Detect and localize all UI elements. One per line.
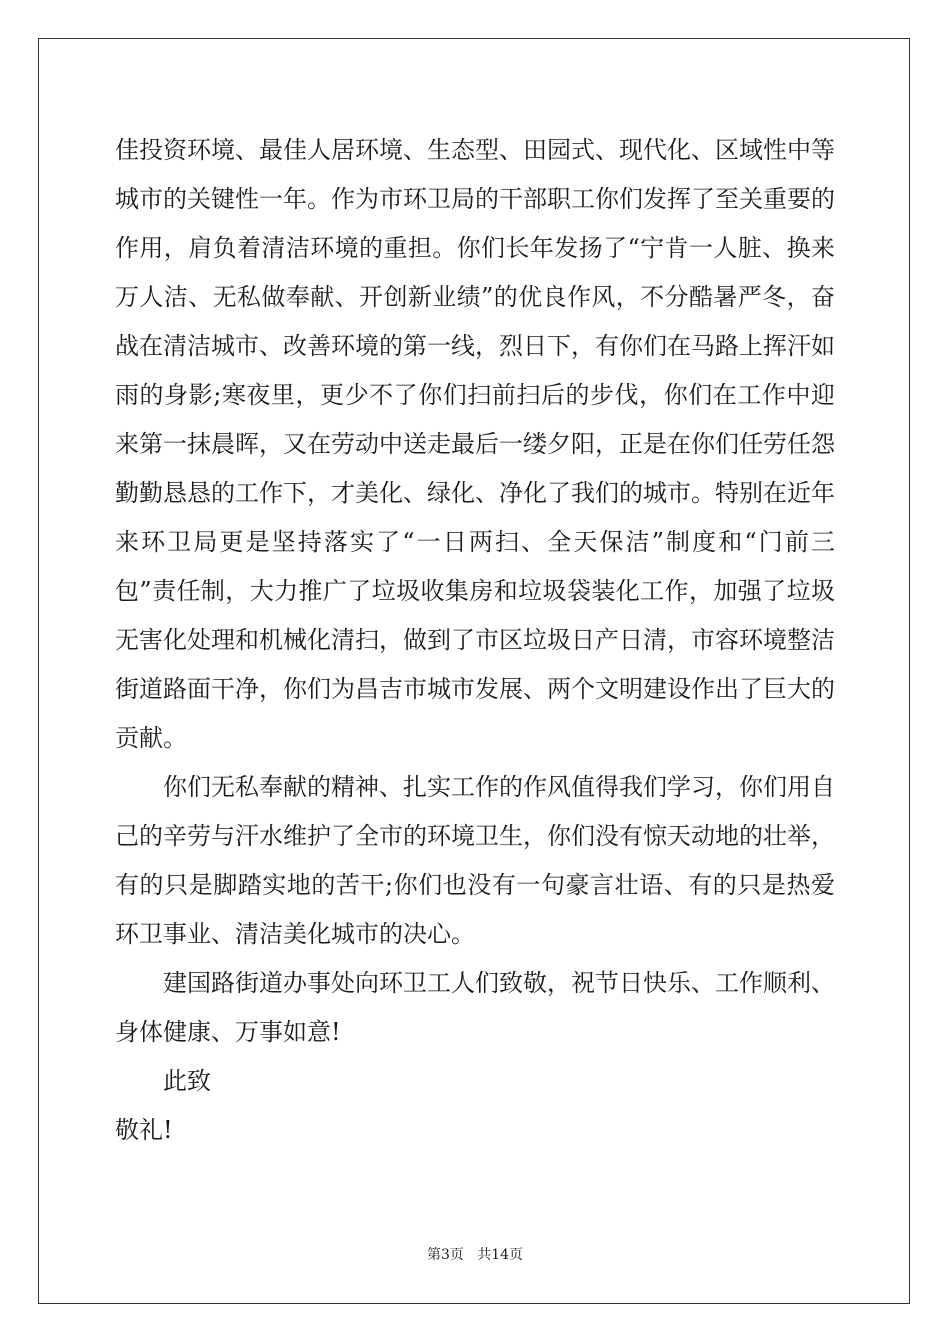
- salutation-text: 敬礼!: [115, 1116, 173, 1144]
- text-line: 城市的关键性一年。作为市环卫局的干部职工你们发挥了至关重要的: [115, 185, 835, 213]
- text-line: 勤勤恳恳的工作下，才美化、绿化、净化了我们的城市。特别在近年: [115, 479, 835, 507]
- text-line: 来环卫局更是坚持落实了“一日两扫、全天保洁”制度和“门前三: [115, 528, 835, 556]
- text-line: 有的只是脚踏实地的苦干;你们也没有一句豪言壮语、有的只是热爱: [115, 871, 835, 899]
- text-line: 佳投资环境、最佳人居环境、生态型、田园式、现代化、区域性中等: [115, 136, 835, 164]
- text-line: 万人洁、无私做奉献、开创新业绩”的优良作风，不分酷暑严冬，奋: [115, 283, 835, 311]
- text-line: 身体健康、万事如意!: [115, 1018, 341, 1046]
- text-line: 来第一抹晨晖，又在劳动中送走最后一缕夕阳，正是在你们任劳任怨: [115, 430, 835, 458]
- text-line: 街道路面干净，你们为昌吉市城市发展、两个文明建设作出了巨大的: [115, 675, 835, 703]
- letter-body: [115, 126, 835, 1155]
- page-number-footer: 第3页 共14页: [426, 1247, 524, 1263]
- text-line: 包”责任制，大力推广了垃圾收集房和垃圾袋装化工作，加强了垃圾: [115, 577, 835, 605]
- text-line: 无害化处理和机械化清扫，做到了市区垃圾日产日清，市容环境整洁: [115, 626, 835, 654]
- text-line: 贡献。: [115, 724, 187, 752]
- text-line: 战在清洁城市、改善环境的第一线，烈日下，有你们在马路上挥汗如: [115, 332, 835, 360]
- text-line: 作用，肩负着清洁环境的重担。你们长年发扬了“宁肯一人脏、换来: [115, 234, 835, 262]
- text-line: 你们无私奉献的精神、扎实工作的作风值得我们学习，你们用自: [163, 773, 835, 801]
- text-line: 雨的身影;寒夜里，更少不了你们扫前扫后的步伐，你们在工作中迎: [115, 381, 835, 409]
- text-line: 建国路街道办事处向环卫工人们致敬，祝节日快乐、工作顺利、: [163, 969, 835, 997]
- closing-text: 此致: [163, 1067, 211, 1095]
- text-line: 己的辛劳与汗水维护了全市的环境卫生，你们没有惊天动地的壮举，: [115, 822, 835, 850]
- text-line: 环卫事业、清洁美化城市的决心。: [115, 920, 475, 948]
